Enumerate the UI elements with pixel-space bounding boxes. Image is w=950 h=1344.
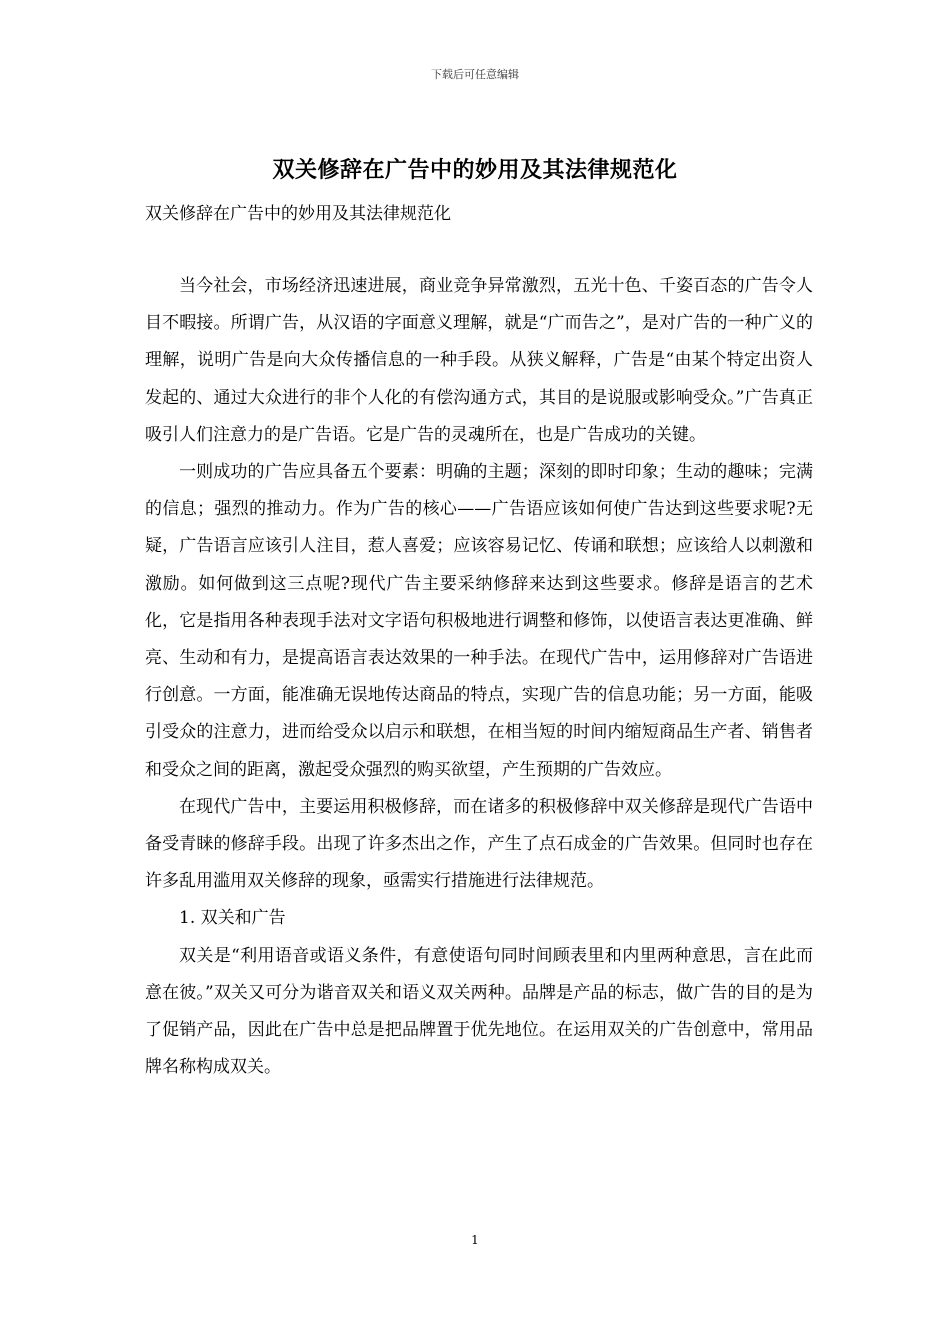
body-text	[145, 268, 813, 1086]
paragraph-3: 在现代广告中，主要运用积极修辞，而在诸多的积极修辞中双关修辞是现代广告语中备受青睐的修辞手段。出现了许多杰出之作，产生了点石成金的广告效果。但同时也存在许多乱用滥用双关修辞的现象，亟需实行措施进行法律规范。	[145, 796, 813, 892]
paragraph-4: 双关是“利用语音或语义条件，有意使语句同时间顾表里和内里两种意思，言在此而意在彼。”双关又可分为谐音双关和语义双关两种。品牌是产品的标志，做广告的目的是为了促销产品，因此在广告中总是把品牌置于优先地位。在运用双关的广告创意中，常用品牌名称构成双关。	[145, 945, 813, 1078]
page-number: 1	[471, 1233, 479, 1247]
header-note: 下载后可任意编辑	[431, 68, 519, 81]
section-heading: 1. 双关和广告	[179, 908, 286, 929]
paragraph-1: 当今社会，市场经济迅速进展，商业竞争异常激烈，五光十色、千姿百态的广告令人目不暇接。所谓广告，从汉语的字面意义理解，就是“广而告之”，是对广告的一种广义的理解，说明广告是向大众传播信息的一种手段。从狭义解释，广告是“由某个特定出资人发起的、通过大众进行的非个人化的有偿沟通方式，其目的是说服或影响受众。”广告真正吸引人们注意力的是广告语。它是广告的灵魂所在，也是广告成功的关键。	[145, 276, 813, 445]
document-subtitle: 双关修辞在广告中的妙用及其法律规范化	[145, 204, 451, 224]
paragraph-2: 一则成功的广告应具备五个要素：明确的主题；深刻的即时印象；生动的趣味；完满的信息；强烈的推动力。作为广告的核心——广告语应该如何使广告达到这些要求呢?无疑，广告语言应该引人注目，惹人喜爱；应该容易记忆、传诵和联想；应该给人以刺激和激励。如何做到这三点呢?现代广告主要采纳修辞来达到这些要求。修辞是语言的艺术化，它是指用各种表现手法对文字语句积极地进行调整和修饰，以使语言表达更准确、鲜亮、生动和有力，是提高语言表达效果的一种手法。在现代广告中，运用修辞对广告语进行创意。一方面，能准确无误地传达商品的特点，实现广告的信息功能；另一方面，能吸引受众的注意力，进而给受众以启示和联想，在相当短的时间内缩短商品生产者、销售者和受众之间的距离，激起受众强烈的购买欲望，产生预期的广告效应。	[145, 462, 813, 780]
document-title: 双关修辞在广告中的妙用及其法律规范化	[272, 157, 678, 183]
